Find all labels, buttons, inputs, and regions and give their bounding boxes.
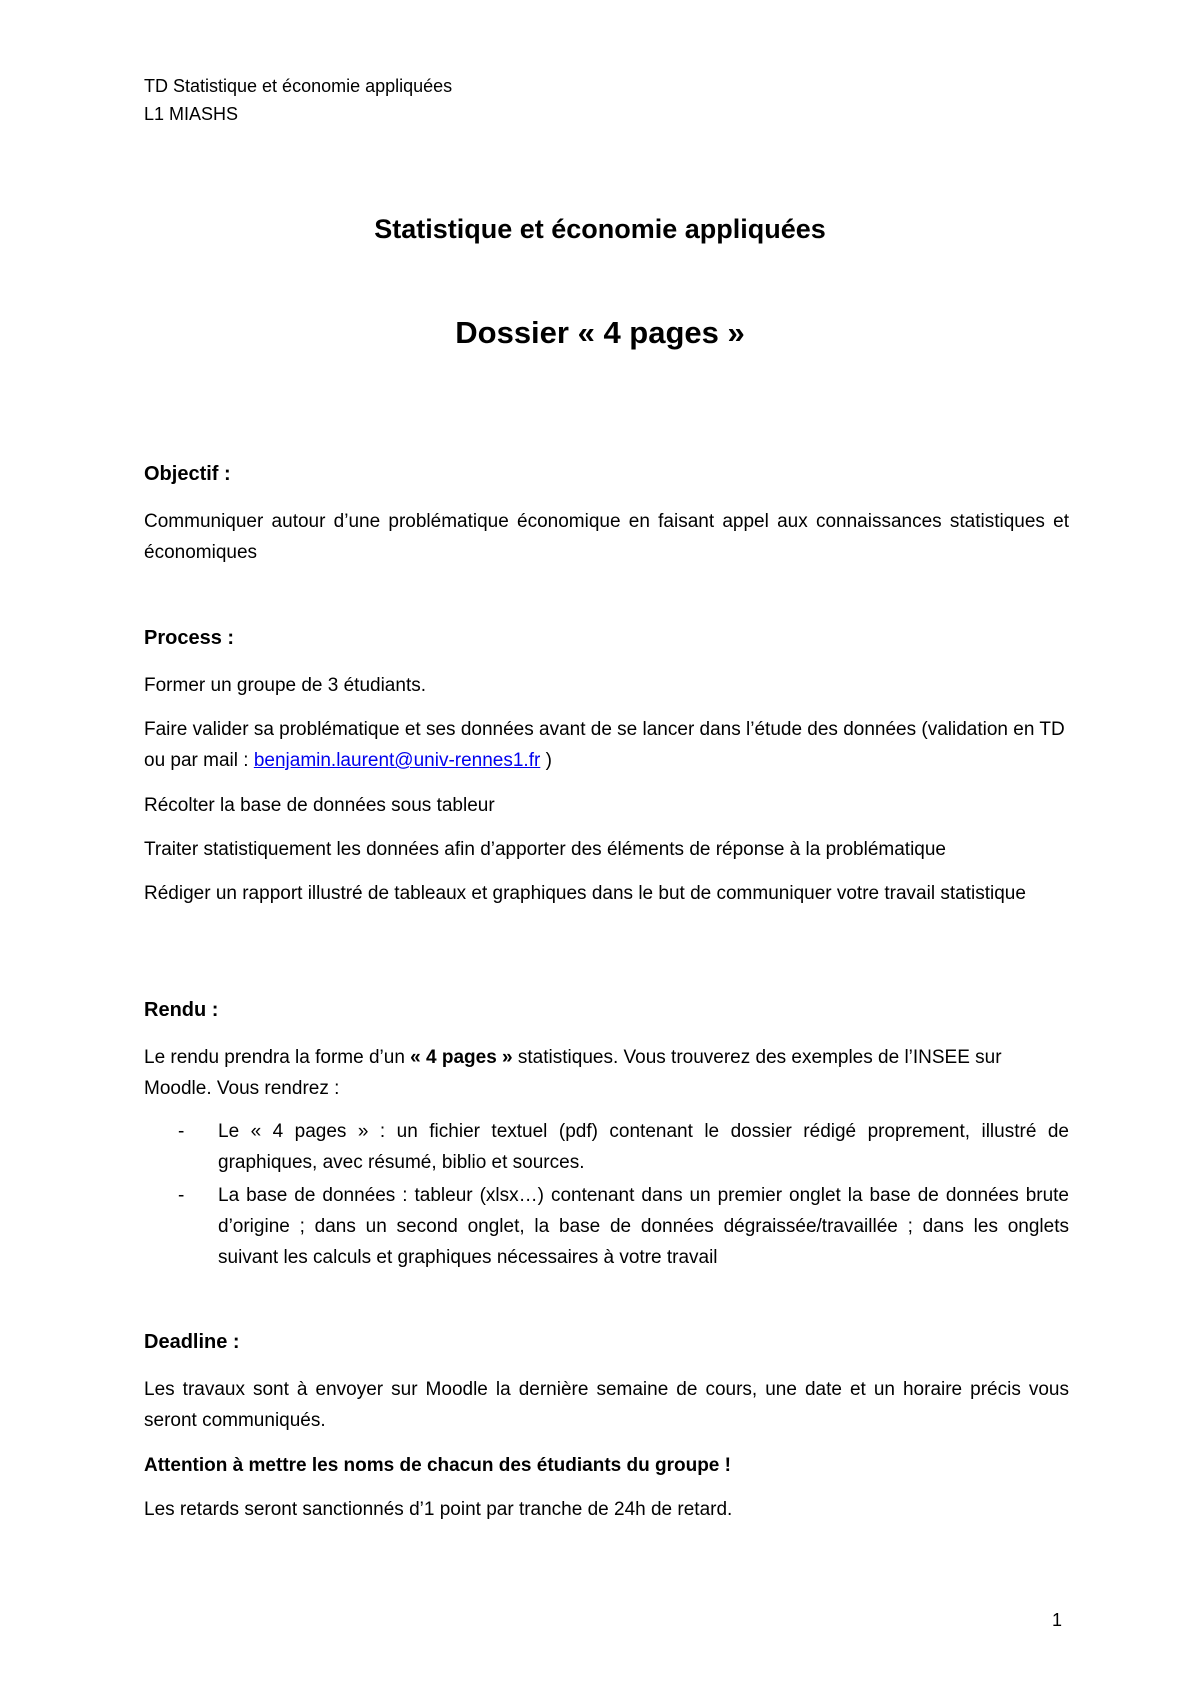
bullet-dash: - [178, 1121, 185, 1142]
process-step-validate [144, 714, 1069, 776]
header-level: L1 MIASHS [144, 104, 239, 124]
section-heading-deadline: Deadline : [144, 1331, 240, 1353]
section-heading-objectif: Objectif : [144, 463, 231, 485]
deadline-warning: Attention à mettre les noms de chacun des étudiants du groupe ! [144, 1455, 731, 1476]
process-step-analyze: Traiter statistiquement les données afin d’apporter des éléments de réponse à la problématique [144, 839, 946, 860]
rendu-intro-bold: « 4 pages » [410, 1047, 513, 1068]
document-title: Statistique et économie appliquées [374, 214, 826, 244]
document-subtitle: Dossier « 4 pages » [455, 315, 745, 350]
rendu-deliverables-list [144, 1116, 1069, 1275]
process-step-write: Rédiger un rapport illustré de tableaux et graphiques dans le but de communiquer votre travail statistique [144, 883, 1026, 904]
deadline-text: Les travaux sont à envoyer sur Moodle la dernière semaine de cours, une date et un horaire précis vous seront communiqués. [144, 1379, 1069, 1431]
rendu-intro-end: statistiques. Vous trouverez des exemples de l’INSEE sur Moodle. Vous rendrez : [144, 1047, 1002, 1099]
rendu-intro [144, 1042, 1069, 1104]
process-step-validate-text: Faire valider sa problématique et ses données avant de se lancer dans l’étude des données (validation en TD ou par mail : [144, 719, 1065, 771]
list-item [144, 1116, 1069, 1178]
page-number: 1 [1052, 1610, 1063, 1630]
bullet-dash: - [178, 1185, 185, 1206]
rendu-intro-text: Le rendu prendra la forme d’un [144, 1047, 411, 1068]
contact-email-link[interactable]: benjamin.laurent@univ-rennes1.fr [253, 750, 541, 771]
process-step-validate-end: ) [540, 750, 552, 771]
process-step-collect: Récolter la base de données sous tableur [144, 795, 495, 816]
section-heading-process: Process : [144, 627, 235, 649]
list-item-text: La base de données : tableur (xlsx…) contenant dans un premier onglet la base de données brute d’origine ; dans un second onglet, la base de données dégraissée/travaillée ; dans les onglets suivant les calculs et graphiques nécessaires à votre travail [218, 1185, 1069, 1268]
process-step-group: Former un groupe de 3 étudiants. [144, 675, 427, 696]
section-heading-rendu: Rendu : [144, 999, 219, 1021]
deadline-penalty: Les retards seront sanctionnés d’1 point par tranche de 24h de retard. [144, 1499, 733, 1520]
header-course-title: TD Statistique et économie appliquées [144, 76, 453, 96]
objectif-text: Communiquer autour d’une problématique économique en faisant appel aux connaissances statistiques et économiques [144, 511, 1069, 563]
list-item-text: Le « 4 pages » : un fichier textuel (pdf) contenant le dossier rédigé proprement, illustré de graphiques, avec résumé, biblio et sources. [218, 1121, 1069, 1173]
list-item [144, 1180, 1069, 1273]
